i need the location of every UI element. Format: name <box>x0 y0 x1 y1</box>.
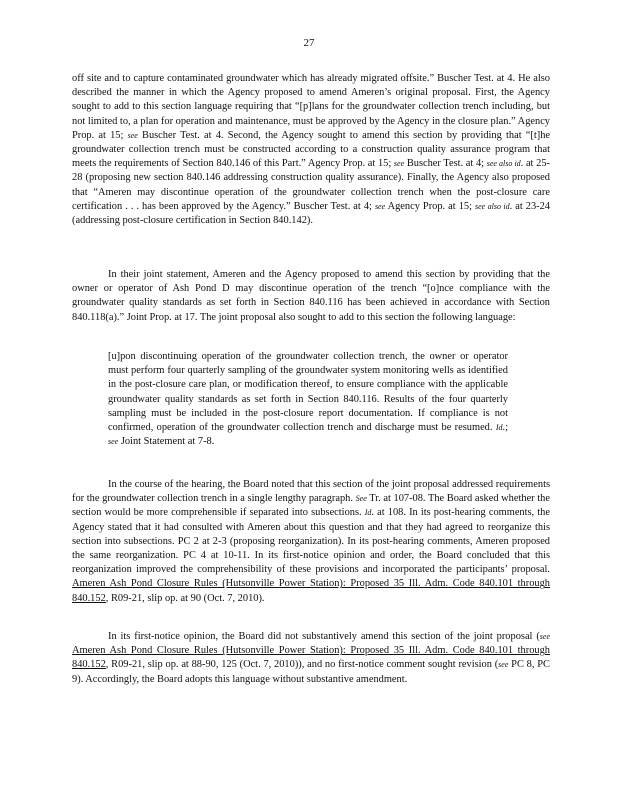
paragraph-text: In their joint statement, Ameren and the Agency proposed to amend this section by providing that the owner or operator of Ash Pond D may discontinue operation of the trench “[o]nce compliance with the groundwater quality standards as set forth in Section 840.116 has been achieved in accordance with Section 840.118(a).” Joint Prop. at 17. The joint proposal also sought to add to this section the following language: <box>72 269 550 323</box>
case-citation: Ameren Ash Pond Closure Rules (Hutsonville Power Station): Proposed 35 Ill. Adm. Code 840.101 through 840.152 <box>72 645 550 671</box>
paragraph-hearing <box>72 478 550 606</box>
paragraph-text: In the course of the hearing, the Board noted that this section of the joint proposal addressed requirements for the groundwater collection trench in a single lengthy paragraph. See Tr. at 107-08. The Board asked whether the section would be more comprehensible if separated into subsections. Id. at 108. In its post-hearing comments, the Agency stated that it had consulted with Ameren about this question and that they had agreed to reorganize this section into subsections. PC 2 at 2-3 (proposing reorganization). In its post-hearing comments, Ameren proposed the same reorganization. PC 4 at 10-11. In its first-notice opinion and order, the Board concluded that this reorganization improved the comprehensibility of these provisions and incorporated the participants’ proposal. Ameren Ash Pond Closure Rules (Hutsonville Power Station): Proposed 35 Ill. Adm. Code 840.101 through 840.152, R09-21, slip op. at 90 (Oct. 7, 2010). <box>72 479 550 604</box>
block-quote <box>108 350 508 449</box>
page-number: 27 <box>303 37 315 49</box>
paragraph-joint-statement <box>72 268 550 325</box>
paragraph-first-notice <box>72 630 550 687</box>
paragraph-text: In its first-notice opinion, the Board did not substantively amend this section of the joint proposal (see Ameren Ash Pond Closure Rules (Hutsonville Power Station): Proposed 35 Ill. Adm. Code 840.101 through 840.152, R09-21, slip op. at 88-90, 125 (Oct. 7, 2010)), and no first-notice comment sought revision (see PC 8, PC 9). Accordingly, the Board adopts this language without substantive amendment. <box>72 631 550 685</box>
case-citation: Ameren Ash Pond Closure Rules (Hutsonville Power Station): Proposed 35 Ill. Adm. Code 840.101 through 840.152 <box>72 578 550 604</box>
paragraph-agency-proposal <box>72 72 550 228</box>
paragraph-text: off site and to capture contaminated groundwater which has already migrated offsite.” Buscher Test. at 4. He also described the manner in which the Agency proposed to amend Ameren’s original proposal. First, the Agency sought to add to this section language requiring that “[p]lans for the groundwater collection trench including, but not limited to, a plan for operation and maintenance, must be approved by the Agency in the closure plan.” Agency Prop. at 15; see Buscher Test. at 4. Second, the Agency sought to amend this section by providing that “[t]he groundwater collection trench must be constructed according to a construction quality assurance program that meets the requirements of Section 840.146 of this Part.” Agency Prop. at 15; see Buscher Test. at 4; see also id. at 25-28 (proposing new section 840.146 addressing construction quality assurance). Finally, the Agency also proposed that “Ameren may discontinue operation of the groundwater collection trench when the post-closure care certification . . . has been approved by the Agency.” Buscher Test. at 4; see Agency Prop. at 15; see also id. at 23-24 (addressing post-closure certification in Section 840.142). <box>72 73 550 227</box>
block-quote-text: [u]pon discontinuing operation of the groundwater collection trench, the owner or operator must perform four quarterly sampling of the groundwater system monitoring wells as identified in the post-closure care plan, or modification thereof, to ensure compliance with the applicable groundwater quality standards as set forth in Section 840.116. Results of the four quarterly sampling must be included in the post-closure report documentation. If compliance is not confirmed, operation of the groundwater collection trench and discharge must be resumed. Id.; see Joint Statement at 7-8. <box>108 351 508 448</box>
